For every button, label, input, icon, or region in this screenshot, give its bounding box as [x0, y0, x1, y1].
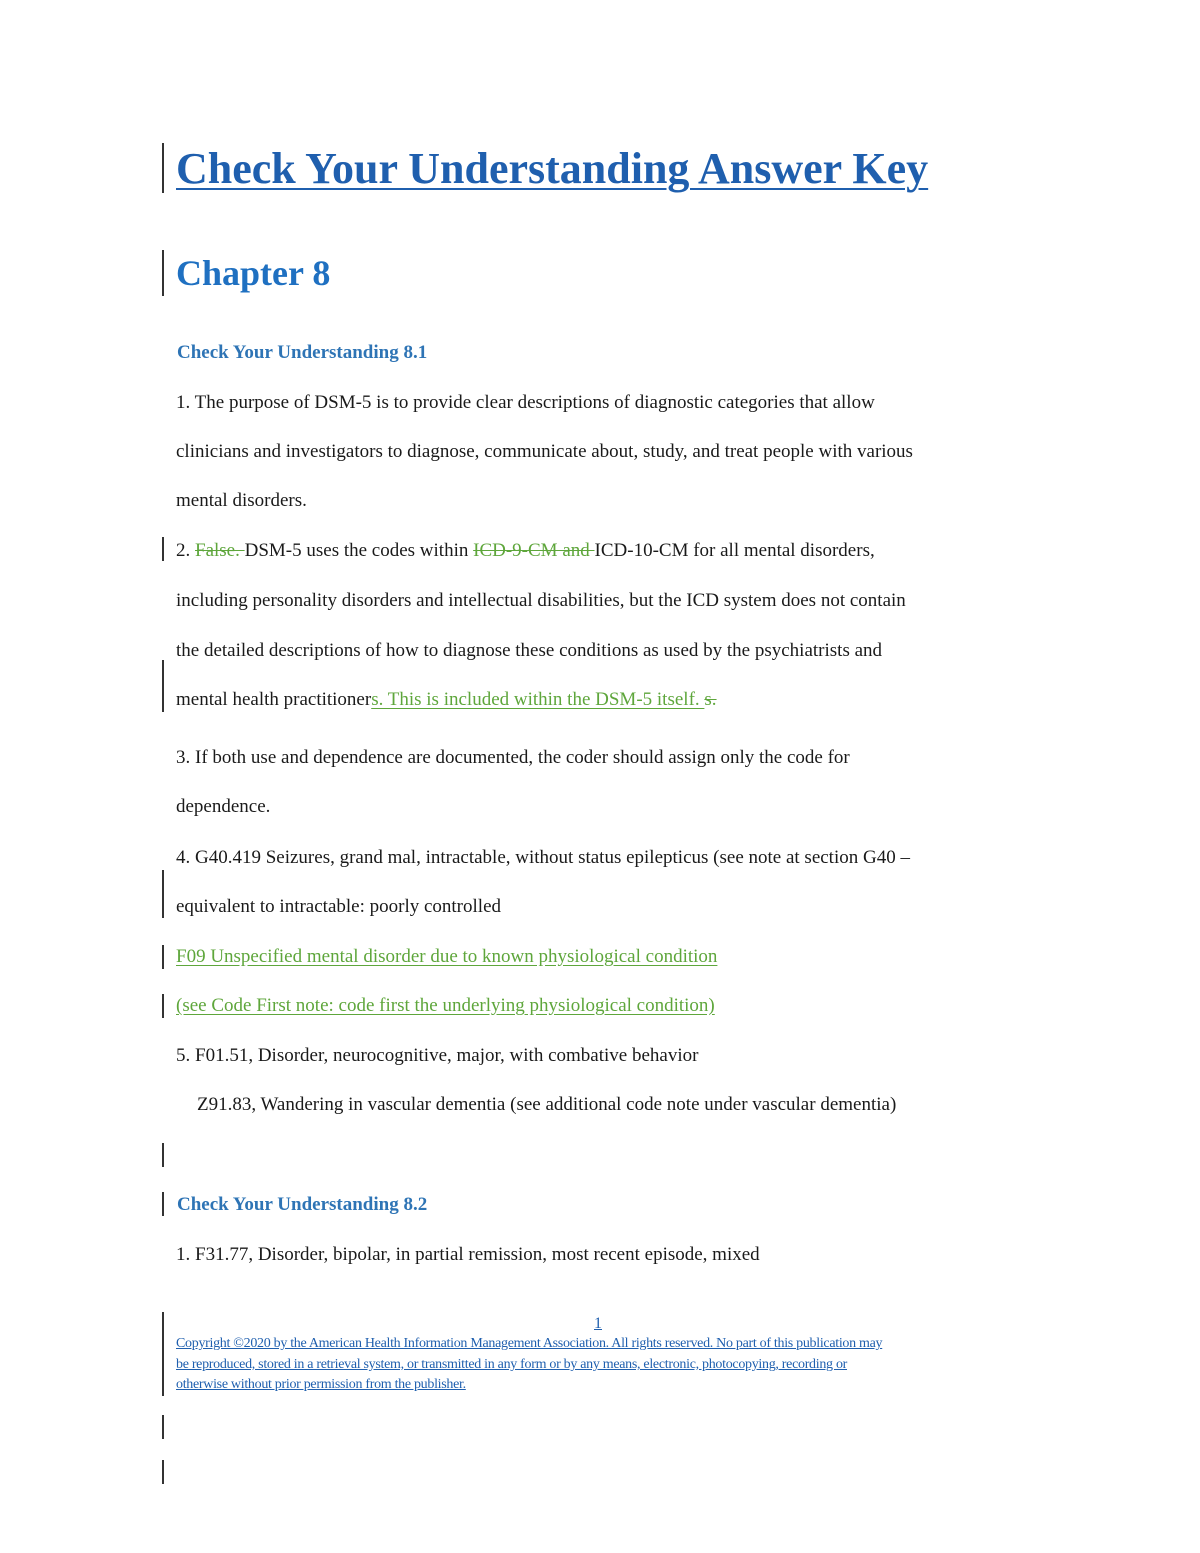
page-title: Check Your Understanding Answer Key — [176, 144, 929, 193]
answer-2-line-4 — [176, 689, 717, 711]
section-heading-8-2: Check Your Understanding 8.2 — [177, 1194, 428, 1215]
inserted-line: (see Code First note: code first the underlying physiological condition) — [176, 995, 715, 1016]
page-number: 1 — [594, 1315, 602, 1332]
answer-1-line-2: clinicians and investigators to diagnose, communicate about, study, and treat people with various — [176, 441, 913, 462]
section-heading-8-1: Check Your Understanding 8.1 — [177, 342, 428, 363]
answer-2-text: DSM-5 uses the codes within — [244, 540, 474, 561]
change-bar — [162, 1460, 164, 1484]
change-bar — [162, 660, 164, 712]
answer-1-line-3: mental disorders. — [176, 490, 307, 511]
change-bar — [162, 870, 164, 918]
change-bar — [162, 1192, 164, 1216]
answer-2-line-1 — [176, 540, 875, 562]
change-bar — [162, 945, 164, 969]
copyright-line-2: be reproduced, stored in a retrieval system, or transmitted in any form or by any means, electronic, photocopying, recording or — [176, 1357, 848, 1372]
answer-3-line-1: 3. If both use and dependence are documented, the coder should assign only the code for — [176, 747, 850, 768]
change-bar — [162, 250, 164, 296]
copyright-line-1: Copyright ©2020 by the American Health Information Management Association. All rights reserved. No part of this publication may — [176, 1336, 883, 1351]
answer-8-2-1-line-1: 1. F31.77, Disorder, bipolar, in partial remission, most recent episode, mixed — [176, 1244, 760, 1265]
chapter-heading: Chapter 8 — [176, 253, 331, 293]
answer-4-line-2: equivalent to intractable: poorly controlled — [176, 896, 502, 917]
inserted-line: F09 Unspecified mental disorder due to known physiological condition — [176, 946, 718, 967]
deleted-text: False. — [195, 540, 245, 561]
answer-3-line-2: dependence. — [176, 796, 271, 817]
answer-5-line-1: 5. F01.51, Disorder, neurocognitive, major, with combative behavior — [176, 1045, 699, 1066]
inserted-text: s. This is included within the DSM-5 itself. — [371, 689, 705, 710]
answer-2-text: ICD-10-CM for all mental disorders, — [594, 540, 875, 561]
copyright-line-3: otherwise without prior permission from the publisher. — [176, 1377, 466, 1392]
change-bar — [162, 143, 164, 193]
answer-5-line-2: Z91.83, Wandering in vascular dementia (see additional code note under vascular dementia) — [197, 1094, 897, 1115]
answer-2-text: mental health practitioner — [176, 689, 372, 710]
answer-2-prefix: 2. — [176, 540, 195, 561]
answer-4-line-1: 4. G40.419 Seizures, grand mal, intractable, without status epilepticus (see note at section G40 – — [176, 847, 910, 868]
answer-2-line-3: the detailed descriptions of how to diagnose these conditions as used by the psychiatrists and — [176, 640, 883, 661]
change-bar — [162, 537, 164, 561]
change-bar — [162, 1312, 164, 1396]
change-bar — [162, 1143, 164, 1167]
deleted-text: s. — [704, 689, 717, 710]
change-bar — [162, 1415, 164, 1439]
deleted-text: ICD-9-CM and — [473, 540, 595, 561]
answer-1-line-1: 1. The purpose of DSM-5 is to provide clear descriptions of diagnostic categories that allow — [176, 392, 875, 413]
answer-2-line-2: including personality disorders and intellectual disabilities, but the ICD system does not contain — [176, 590, 906, 611]
change-bar — [162, 994, 164, 1018]
